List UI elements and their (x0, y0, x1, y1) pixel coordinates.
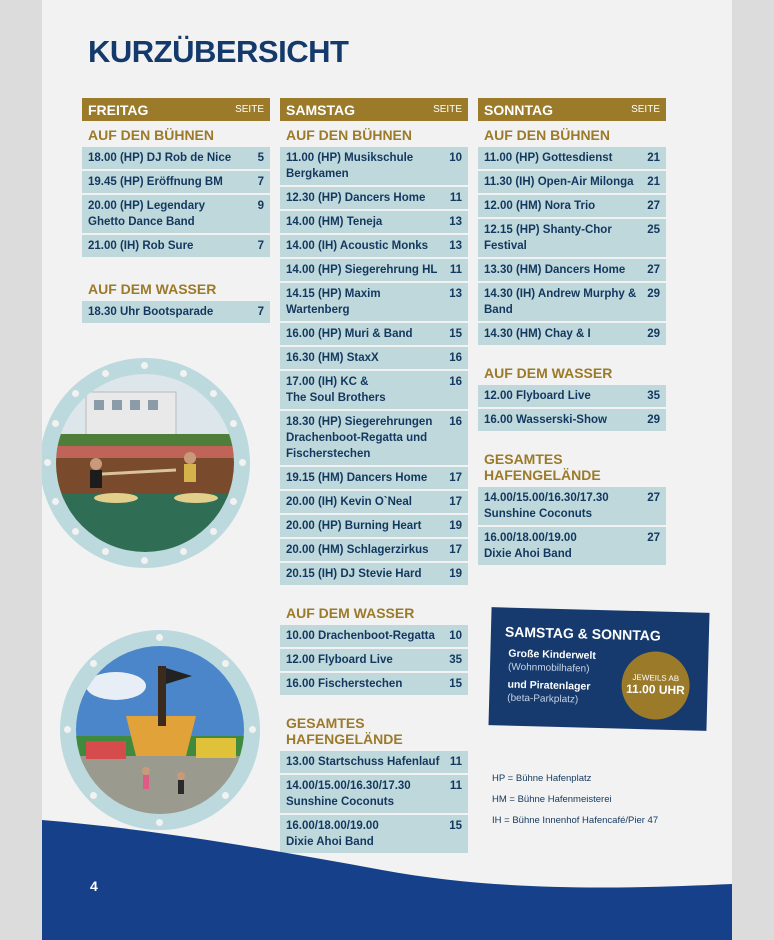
event-list (280, 147, 468, 585)
event-row (478, 323, 666, 345)
event-row (280, 539, 468, 561)
event-row (280, 751, 468, 773)
event-page: 13 (449, 216, 462, 228)
section-title: AUF DEN BÜHNEN (286, 127, 412, 143)
event-page: 17 (449, 496, 462, 508)
event-text: 20.00 (HP) Burning Heart (286, 520, 422, 532)
event-page: 19 (449, 568, 462, 580)
event-text: 14.00 (HM) Teneja (286, 216, 383, 228)
seite-label: SEITE (631, 104, 660, 115)
event-list (478, 487, 666, 565)
event-text: 14.00/15.00/16.30/17.30 Sunshine Coconuts (484, 492, 609, 520)
event-page: 17 (449, 544, 462, 556)
event-page: 27 (647, 264, 660, 276)
promo-line: (Wohnmobilhafen) (507, 661, 590, 675)
event-row (280, 147, 468, 185)
event-page: 15 (449, 328, 462, 340)
event-text: 21.00 (IH) Rob Sure (88, 240, 194, 252)
event-row (280, 347, 468, 369)
event-page: 16 (449, 352, 462, 364)
event-text: 17.00 (IH) KC & The Soul Brothers (286, 376, 386, 404)
legend-item: HP = Bühne Hafenplatz (492, 773, 592, 784)
event-row (478, 195, 666, 217)
brochure-page (42, 0, 732, 940)
event-list (478, 147, 666, 345)
event-row (478, 171, 666, 193)
event-page: 29 (647, 414, 660, 426)
event-row (280, 515, 468, 537)
column-header (82, 98, 270, 121)
event-row (280, 283, 468, 321)
event-row (280, 371, 468, 409)
event-row (280, 673, 468, 695)
event-text: 16.30 (HM) StaxX (286, 352, 379, 364)
event-row (280, 259, 468, 281)
seite-label: SEITE (235, 104, 264, 115)
section-title: AUF DEM WASSER (286, 605, 415, 621)
event-page: 11 (449, 192, 462, 204)
day-label: SAMSTAG (286, 101, 355, 118)
event-row (478, 409, 666, 431)
page-title: KURZÜBERSICHT (88, 34, 349, 69)
event-text: 20.00 (HM) Schlagerzirkus (286, 544, 429, 556)
photo-image (56, 374, 234, 552)
event-text: 12.00 Flyboard Live (286, 654, 393, 666)
event-row (280, 211, 468, 233)
event-row (280, 187, 468, 209)
event-text: 14.15 (HP) Maxim Wartenberg (286, 288, 381, 316)
event-text: 14.00 (IH) Acoustic Monks (286, 240, 429, 252)
event-page: 10 (449, 630, 462, 642)
event-text: 14.00/15.00/16.30/17.30 Sunshine Coconuts (286, 780, 411, 808)
page-number: 4 (90, 878, 98, 894)
event-row (478, 259, 666, 281)
event-text: 16.00 Fischerstechen (286, 678, 403, 690)
event-page: 15 (449, 678, 462, 690)
event-page: 11 (449, 756, 462, 768)
event-list (82, 301, 270, 323)
column-sonntag (478, 98, 666, 567)
event-row (82, 235, 270, 257)
event-text: 20.15 (IH) DJ Stevie Hard (286, 568, 422, 580)
promo-line: Große Kinderwelt (508, 647, 597, 662)
event-text: 13.00 Startschuss Hafenlauf (286, 756, 440, 768)
event-text: 16.00 (HP) Muri & Band (286, 328, 413, 340)
photo-image (76, 646, 244, 814)
event-row (478, 283, 666, 321)
promo-box-kinderwelt (488, 607, 709, 731)
section-title: GESAMTES HAFENGELÄNDE (286, 715, 403, 747)
event-list (280, 625, 468, 695)
event-row (82, 301, 270, 323)
section-title: GESAMTES HAFENGELÄNDE (484, 451, 601, 483)
section-title: AUF DEN BÜHNEN (88, 127, 214, 143)
event-page: 7 (257, 306, 264, 318)
event-text: 11.00 (HP) Musikschule Bergkamen (286, 152, 414, 180)
event-list (82, 147, 270, 257)
event-text: 11.30 (IH) Open-Air Milonga (484, 176, 634, 188)
event-page: 29 (647, 288, 660, 300)
event-row (280, 323, 468, 345)
event-row (82, 195, 270, 233)
event-text: 19.45 (HP) Eröffnung BM (88, 176, 223, 188)
promo-line: und Piratenlager (507, 678, 591, 693)
event-row (478, 147, 666, 169)
day-label: FREITAG (88, 101, 149, 118)
event-page: 11 (449, 264, 462, 276)
event-text: 14.30 (IH) Andrew Murphy & Band (484, 288, 637, 316)
event-text: 16.00 Wasserski-Show (484, 414, 607, 426)
column-header (478, 98, 666, 121)
event-page: 35 (449, 654, 462, 666)
event-text: 14.30 (HM) Chay & I (484, 328, 591, 340)
event-text: 20.00 (HP) Legendary Ghetto Dance Band (88, 200, 205, 228)
event-text: 12.00 Flyboard Live (484, 390, 591, 402)
event-page: 21 (647, 152, 660, 164)
event-page: 16 (449, 376, 462, 388)
event-page: 10 (449, 152, 462, 164)
wave-footer (42, 800, 732, 940)
event-text: 19.15 (HM) Dancers Home (286, 472, 428, 484)
event-page: 9 (257, 200, 264, 212)
event-row (82, 147, 270, 169)
event-row (280, 235, 468, 257)
column-header (280, 98, 468, 121)
event-page: 7 (257, 176, 264, 188)
porthole-photo-fischerstechen (42, 358, 250, 568)
promo-heading: SAMSTAG & SONNTAG (504, 623, 661, 644)
event-row (478, 219, 666, 257)
event-page: 17 (449, 472, 462, 484)
event-list (478, 385, 666, 431)
badge-small-text: JEWEILS AB (632, 672, 680, 684)
promo-line: (beta-Parkplatz) (507, 692, 579, 706)
event-page: 16 (449, 416, 462, 428)
event-row (478, 385, 666, 407)
column-samstag (280, 98, 468, 855)
event-page: 25 (647, 224, 660, 236)
event-page: 19 (449, 520, 462, 532)
time-badge (621, 651, 691, 721)
event-text: 12.30 (HP) Dancers Home (286, 192, 426, 204)
event-text: 13.30 (HM) Dancers Home (484, 264, 626, 276)
event-page: 27 (647, 532, 660, 544)
event-row (280, 649, 468, 671)
event-page: 15 (449, 820, 462, 832)
event-page: 35 (647, 390, 660, 402)
event-text: 11.00 (HP) Gottesdienst (484, 152, 613, 164)
event-row (280, 411, 468, 465)
event-row (280, 563, 468, 585)
column-freitag (82, 98, 270, 325)
event-page: 27 (647, 200, 660, 212)
event-text: 16.00/18.00/19.00 Dixie Ahoi Band (484, 532, 577, 560)
event-row (280, 491, 468, 513)
event-text: 20.00 (IH) Kevin O`Neal (286, 496, 412, 508)
event-row (478, 527, 666, 565)
event-text: 12.00 (HM) Nora Trio (484, 200, 596, 212)
event-text: 14.00 (HP) Siegerehrung HL (286, 264, 438, 276)
event-page: 13 (449, 288, 462, 300)
badge-big-text: 11.00 UHR (625, 681, 686, 698)
event-text: 18.30 Uhr Bootsparade (88, 306, 214, 318)
event-row (82, 171, 270, 193)
event-page: 27 (647, 492, 660, 504)
event-row (280, 625, 468, 647)
event-page: 5 (257, 152, 264, 164)
legend-item: HM = Bühne Hafenmeisterei (492, 794, 612, 805)
legend-item: IH = Bühne Innenhof Hafencafé/Pier 47 (492, 815, 659, 826)
section-title: AUF DEN BÜHNEN (484, 127, 610, 143)
event-page: 11 (449, 780, 462, 792)
section-title: AUF DEM WASSER (484, 365, 613, 381)
event-row (280, 467, 468, 489)
event-text: 18.00 (HP) DJ Rob de Nice (88, 152, 232, 164)
section-title: AUF DEM WASSER (88, 281, 217, 297)
event-page: 7 (257, 240, 264, 252)
event-text: 10.00 Drachenboot-Regatta (286, 630, 435, 642)
event-page: 29 (647, 328, 660, 340)
event-text: 12.15 (HP) Shanty-Chor Festival (484, 224, 612, 252)
event-text: 16.00/18.00/19.00 Dixie Ahoi Band (286, 820, 379, 848)
event-row (478, 487, 666, 525)
event-text: 18.30 (HP) Siegerehrungen Drachenboot-Regatta und Fischerstechen (286, 416, 433, 460)
seite-label: SEITE (433, 104, 462, 115)
event-page: 13 (449, 240, 462, 252)
event-page: 21 (647, 176, 660, 188)
day-label: SONNTAG (484, 101, 553, 118)
